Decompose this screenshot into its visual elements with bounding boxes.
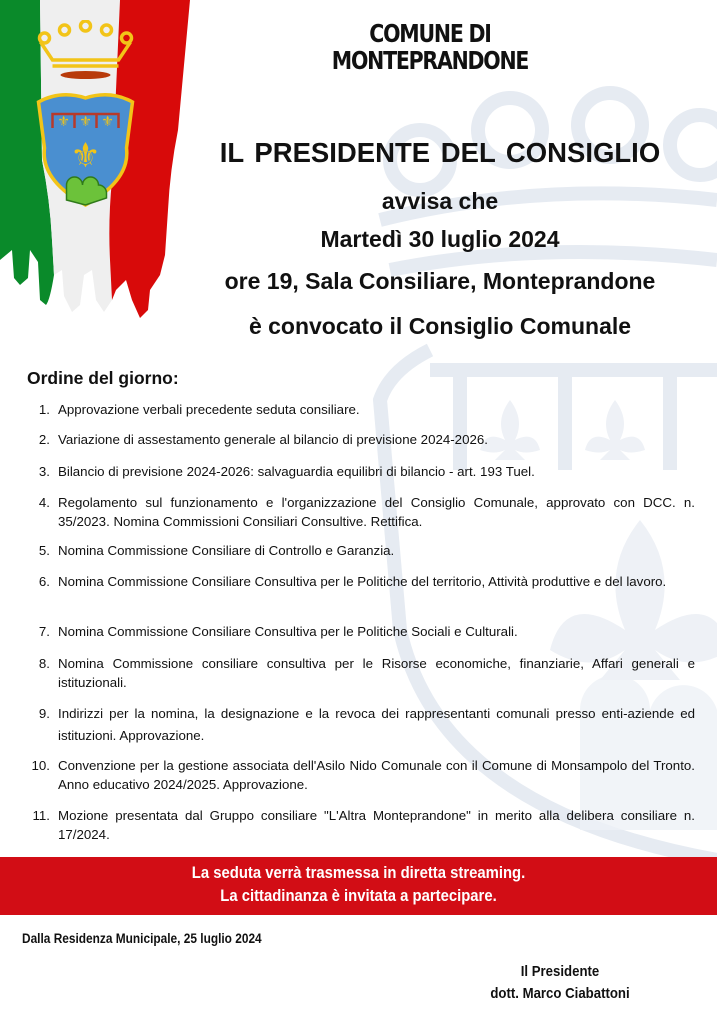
agenda-item-number: 7.: [38, 624, 50, 639]
agenda-item-text: Regolamento sul funzionamento e l'organizzazione del Consiglio Comunale, approvato con DCC. n. 35/2023. Nomina Commissioni Consiliari Consultive. Rettifica.: [58, 495, 695, 529]
agenda-item-text: Approvazione verbali precedente seduta consiliare.: [58, 402, 360, 417]
agenda-item-number: 5.: [38, 543, 50, 558]
agenda-item-number: 6.: [38, 574, 50, 589]
agenda-item: [20, 541, 695, 560]
agenda-item: [20, 756, 695, 794]
meeting-date: Martedì 30 luglio 2024: [320, 226, 560, 252]
agenda-item: [20, 622, 695, 641]
signature-name: dott. Marco Ciabattoni: [490, 985, 630, 1002]
agenda-item-number: 9.: [38, 706, 50, 721]
convocation-line: è convocato il Consiglio Comunale: [248, 313, 632, 339]
agenda-item-number: 2.: [38, 432, 50, 447]
agenda-heading: Ordine del giorno:: [27, 368, 179, 388]
coat-of-arms-logo: [28, 20, 143, 210]
municipality-line2: MONTEPRANDONE: [331, 46, 529, 75]
agenda-item-number: 8.: [38, 656, 50, 671]
agenda-item-number: 11.: [32, 808, 50, 823]
agenda-item-text: Nomina Commissione Consiliare Consultiva per le Politiche del territorio, Attività produttive e del lavoro.: [58, 574, 667, 589]
agenda-item-text: Indirizzi per la nomina, la designazione e la revoca dei rappresentanti comunali presso enti-aziende ed istituzioni. Approvazione.: [58, 706, 695, 743]
agenda-item-text: Bilancio di previsione 2024-2026: salvaguardia equilibri di bilancio - art. 193 Tuel.: [58, 464, 535, 479]
svg-text:⚜: ⚜: [101, 114, 114, 130]
meeting-time-place: ore 19, Sala Consiliare, Monteprandone: [224, 268, 656, 294]
agenda-item-text: Nomina Commissione Consiliare Consultiva per le Politiche Sociali e Culturali.: [58, 624, 518, 639]
agenda-item-number: 1.: [38, 402, 50, 417]
agenda-item-number: 3.: [38, 464, 50, 479]
agenda-item-number: 10.: [31, 758, 50, 773]
agenda-item-text: Mozione presentata dal Gruppo consiliare "L'Altra Monteprandone" in merito alla delibera consiliare n. 17/2024.: [58, 808, 695, 842]
agenda-item: [20, 806, 695, 844]
agenda-item: [20, 572, 695, 591]
agenda-item-text: Variazione di assestamento generale al bilancio di previsione 2024-2026.: [58, 432, 488, 447]
banner-line2: La cittadinanza è invitata a partecipare.: [220, 887, 497, 905]
svg-text:⚜: ⚜: [57, 114, 70, 130]
streaming-banner: [0, 857, 717, 915]
agenda-item: [20, 462, 695, 481]
signature-block: [472, 961, 648, 1005]
announcement-title: IL PRESIDENTE DEL CONSIGLIO: [219, 137, 661, 168]
crown-icon: [40, 21, 132, 66]
municipality-name: [323, 20, 536, 74]
agenda-item: [20, 400, 695, 419]
agenda-item: [20, 654, 695, 692]
agenda-item: [20, 703, 695, 747]
banner-line1: La seduta verrà trasmessa in diretta streaming.: [191, 864, 526, 882]
agenda-item-text: Nomina Commissione consiliare consultiva per le Risorse economiche, finanziarie, Affari generali e istituzionali.: [58, 656, 695, 690]
agenda-item: [20, 430, 695, 449]
agenda-item-text: Nomina Commissione Consiliare di Controllo e Garanzia.: [58, 543, 395, 558]
place-and-date: Dalla Residenza Municipale, 25 luglio 2024: [22, 931, 262, 946]
agenda-item-text: Convenzione per la gestione associata dell'Asilo Nido Comunale con il Comune di Monsampolo del Tronto. Anno educativo 2024/2025. Approvazione.: [58, 758, 695, 792]
agenda-item-number: 4.: [38, 495, 50, 510]
signature-title: Il Presidente: [520, 963, 600, 980]
municipality-line1: COMUNE DI: [369, 19, 491, 48]
agenda-item: [20, 493, 695, 531]
svg-text:⚜: ⚜: [70, 136, 101, 176]
announcement-line-avvisa: avvisa che: [381, 188, 499, 214]
svg-text:⚜: ⚜: [79, 114, 92, 130]
